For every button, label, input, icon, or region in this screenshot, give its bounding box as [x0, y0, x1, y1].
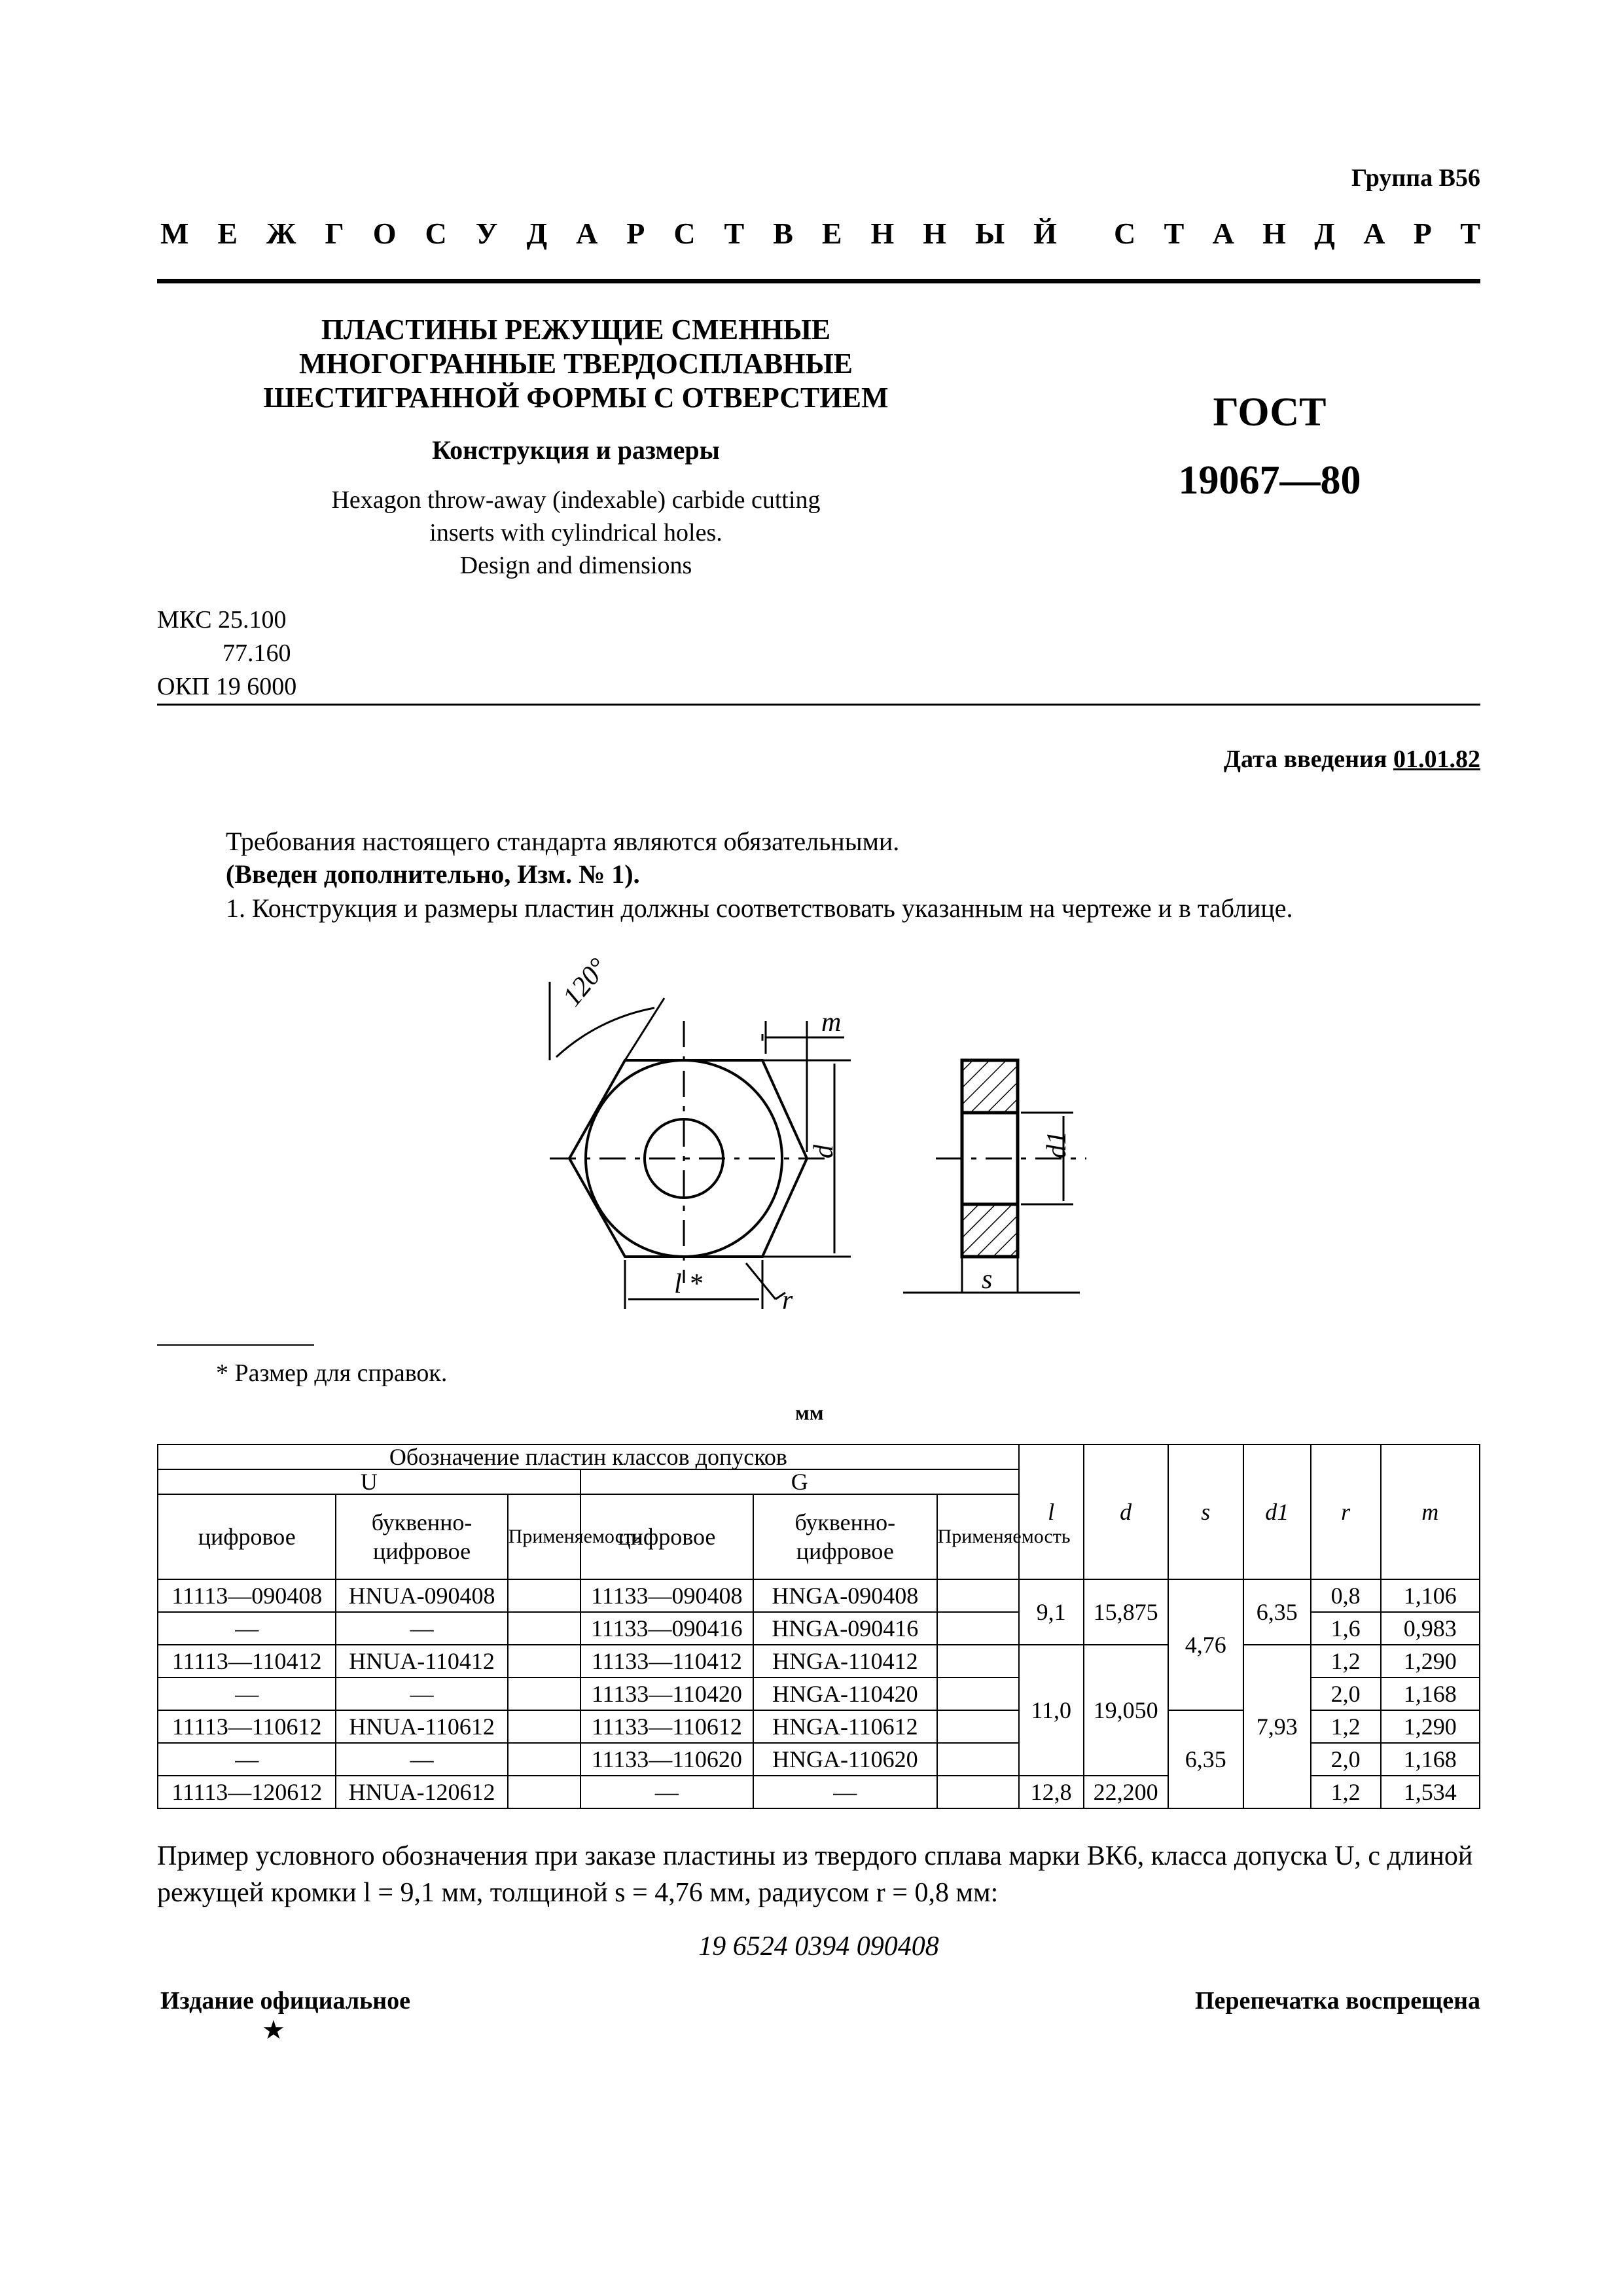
cell-r: 2,0 — [1311, 1677, 1381, 1710]
u-applic-header: Применяемость — [508, 1494, 580, 1579]
english-title-line-1: Hexagon throw-away (indexable) carbide cutting — [331, 486, 821, 514]
header-s: s — [1168, 1444, 1243, 1579]
reprint-prohibited: Перепечатка воспрещена — [1194, 1987, 1480, 2015]
g-digital-header: цифровое — [580, 1494, 753, 1579]
title-line-3: ШЕСТИГРАННОЙ ФОРМЫ С ОТВЕРСТИЕМ — [263, 382, 889, 414]
mks-code-1: МКС 25.100 — [157, 606, 287, 634]
cell-u-digital: 11113—090408 — [158, 1579, 336, 1612]
date-value: 01.01.82 — [1393, 745, 1480, 773]
angle-label: 120° — [557, 952, 614, 1013]
cell-l: 12,8 — [1019, 1776, 1084, 1808]
official-edition: Издание официальное — [160, 1987, 411, 2015]
cell-u-alpha: HNUA-110612 — [336, 1710, 507, 1743]
table-row — [158, 1645, 1480, 1677]
cell-u-digital: — — [158, 1612, 336, 1645]
amendment-note: (Введен дополнительно, Изм. № 1). — [226, 859, 640, 889]
cell-g-alpha: HNGA-110412 — [753, 1645, 936, 1677]
cell-r: 2,0 — [1311, 1743, 1381, 1776]
cell-g-digital: — — [580, 1776, 753, 1808]
cell-g-applic — [937, 1677, 1019, 1710]
cell-s: 6,35 — [1168, 1710, 1243, 1808]
cell-u-applic — [508, 1579, 580, 1612]
cell-r: 1,2 — [1311, 1710, 1381, 1743]
class-u-header: U — [158, 1469, 580, 1494]
cell-r: 0,8 — [1311, 1579, 1381, 1612]
english-title-line-3: Design and dimensions — [459, 552, 692, 579]
designation-example-code: 19 6524 0394 090408 — [698, 1931, 939, 1962]
english-title-line-2: inserts with cylindrical holes. — [429, 519, 722, 547]
class-g-header: G — [580, 1469, 1019, 1494]
r-label: r — [782, 1285, 793, 1316]
cell-u-alpha: HNUA-120612 — [336, 1776, 507, 1808]
cell-g-alpha: HNGA-110420 — [753, 1677, 936, 1710]
cell-d: 15,875 — [1084, 1579, 1168, 1645]
cell-m: 1,534 — [1381, 1776, 1480, 1808]
cell-u-applic — [508, 1710, 580, 1743]
cell-u-applic — [508, 1743, 580, 1776]
title-line-1: ПЛАСТИНЫ РЕЖУЩИЕ СМЕННЫЕ — [321, 314, 831, 346]
cell-u-alpha: HNUA-110412 — [336, 1645, 507, 1677]
cell-r: 1,2 — [1311, 1776, 1381, 1808]
cell-g-applic — [937, 1743, 1019, 1776]
table-group-header: Обозначение пластин классов допусков — [158, 1444, 1019, 1469]
cell-g-digital: 11133—110612 — [580, 1710, 753, 1743]
cell-g-digital: 11133—090416 — [580, 1612, 753, 1645]
cell-l: 9,1 — [1019, 1579, 1084, 1645]
header-m: m — [1381, 1444, 1480, 1579]
u-alpha-header: буквенно-цифровое — [336, 1494, 507, 1579]
g-applic-header: Применяемость — [937, 1494, 1019, 1579]
cell-u-digital: 11113—120612 — [158, 1776, 336, 1808]
cell-g-applic — [937, 1645, 1019, 1677]
gost-label: ГОСТ — [1213, 390, 1327, 435]
dimensions-table — [157, 1444, 1480, 1809]
cell-m: 1,168 — [1381, 1677, 1480, 1710]
cell-g-alpha: HNGA-090416 — [753, 1612, 936, 1645]
m-label: m — [821, 1007, 842, 1037]
cell-l: 11,0 — [1019, 1645, 1084, 1776]
group-code: Группа В56 — [1351, 164, 1480, 192]
drawing-labels — [557, 953, 1072, 1316]
cell-g-digital: 11133—110620 — [580, 1743, 753, 1776]
cell-u-applic — [508, 1612, 580, 1645]
star-icon: ★ — [262, 2015, 285, 2045]
clause-1: 1. Конструкция и размеры пластин должны соответствовать указанным на чертеже и в таблице. — [226, 893, 1293, 923]
cell-d1: 6,35 — [1243, 1579, 1311, 1645]
cell-d: 22,200 — [1084, 1776, 1168, 1808]
cell-g-applic — [937, 1612, 1019, 1645]
g-alpha-header: буквенно-цифровое — [753, 1494, 936, 1579]
cell-g-alpha: HNGA-110620 — [753, 1743, 936, 1776]
cell-m: 0,983 — [1381, 1612, 1480, 1645]
footnote: * Размер для справок. — [216, 1359, 448, 1387]
s-label: s — [982, 1265, 993, 1295]
cell-m: 1,106 — [1381, 1579, 1480, 1612]
cell-d: 19,050 — [1084, 1645, 1168, 1776]
cell-m: 1,168 — [1381, 1743, 1480, 1776]
header-d: d — [1084, 1444, 1168, 1579]
banner-word-standard: С Т А Н Д А Р Т — [1114, 217, 1480, 250]
cell-u-alpha: — — [336, 1677, 507, 1710]
cell-u-alpha: — — [336, 1743, 507, 1776]
mks-code-2: 77.160 — [223, 639, 291, 667]
cell-u-digital: — — [158, 1677, 336, 1710]
cell-g-applic — [937, 1776, 1019, 1808]
header-l: l — [1019, 1444, 1084, 1579]
cell-g-digital: 11133—090408 — [580, 1579, 753, 1612]
cell-u-alpha: HNUA-090408 — [336, 1579, 507, 1612]
cell-g-digital: 11133—110412 — [580, 1645, 753, 1677]
d1-label: d1 — [1042, 1131, 1072, 1158]
cell-r: 1,2 — [1311, 1645, 1381, 1677]
cell-g-alpha: HNGA-090408 — [753, 1579, 936, 1612]
header-d1: d1 — [1243, 1444, 1311, 1579]
cell-m: 1,290 — [1381, 1645, 1480, 1677]
cell-d1: 7,93 — [1243, 1645, 1311, 1808]
table-row — [158, 1579, 1480, 1612]
title-line-2: МНОГОГРАННЫЕ ТВЕРДОСПЛАВНЫЕ — [298, 348, 853, 380]
header-r: r — [1311, 1444, 1381, 1579]
cell-g-alpha: HNGA-110612 — [753, 1710, 936, 1743]
subtitle: Конструкция и размеры — [432, 435, 720, 465]
cell-u-applic — [508, 1776, 580, 1808]
date-label: Дата введения — [1223, 745, 1387, 773]
cell-r: 1,6 — [1311, 1612, 1381, 1645]
cell-s: 4,76 — [1168, 1579, 1243, 1710]
l-label: l * — [674, 1269, 703, 1299]
okp-code: ОКП 19 6000 — [157, 673, 297, 700]
cell-g-alpha: — — [753, 1776, 936, 1808]
banner-word-interstate: М Е Ж Г О С У Д А Р С Т В Е Н Н Ы Й — [160, 217, 1057, 250]
cell-m: 1,290 — [1381, 1710, 1480, 1743]
cell-u-applic — [508, 1645, 580, 1677]
cell-g-applic — [937, 1710, 1019, 1743]
cell-g-digital: 11133—110420 — [580, 1677, 753, 1710]
cell-u-digital: — — [158, 1743, 336, 1776]
gost-number: 19067—80 — [1178, 458, 1361, 503]
u-digital-header: цифровое — [158, 1494, 336, 1579]
cell-u-applic — [508, 1677, 580, 1710]
cell-u-digital: 11113—110412 — [158, 1645, 336, 1677]
cell-g-applic — [937, 1579, 1019, 1612]
cell-u-alpha: — — [336, 1612, 507, 1645]
units-label: мм — [795, 1401, 824, 1424]
designation-example-text: Пример условного обозначения при заказе пластины из твердого сплава марки ВК6, класса допуска U, с длиной режущей кромки l = 9,1 мм, толщиной s = 4,76 мм, радиусом r = 0,8 мм: — [157, 1841, 1473, 1908]
mandatory-note: Требования настоящего стандарта являются обязательными. — [226, 827, 900, 856]
cell-u-digital: 11113—110612 — [158, 1710, 336, 1743]
footnote-rule — [157, 1344, 314, 1346]
d-label: d — [809, 1145, 839, 1158]
